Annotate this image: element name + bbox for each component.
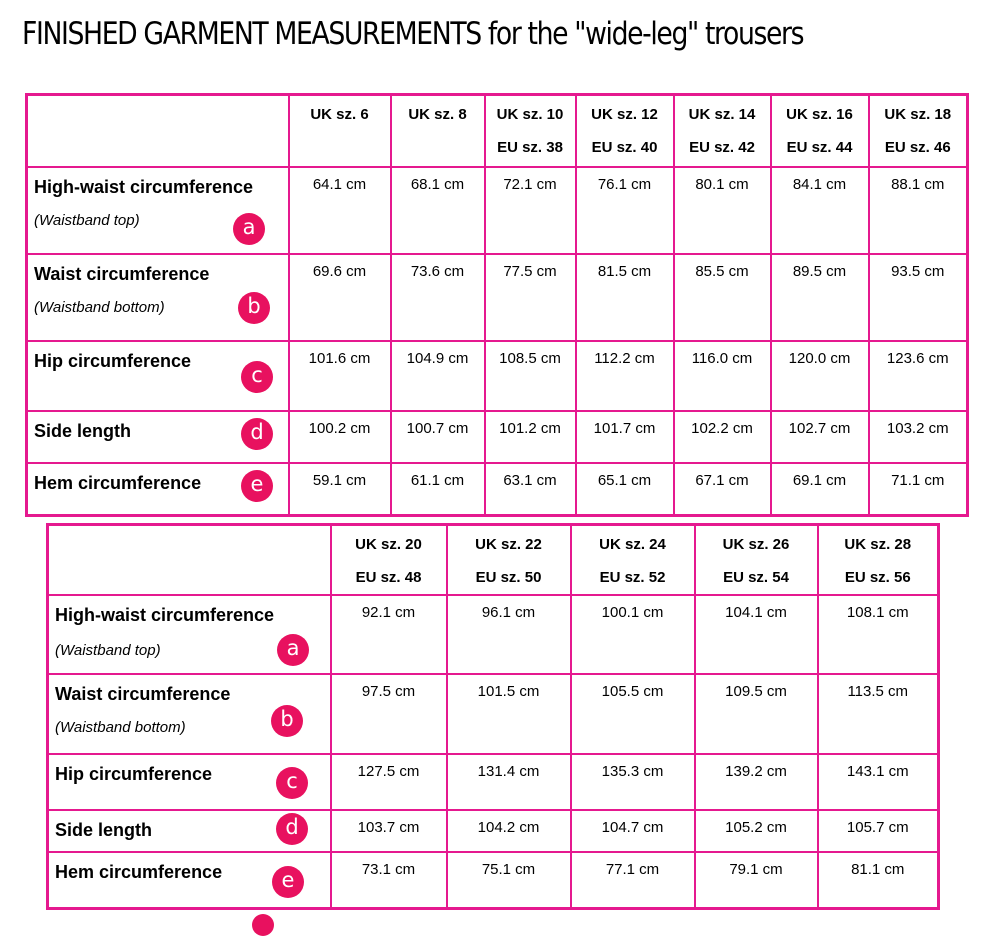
table-row bbox=[48, 852, 939, 909]
size-header: UK sz. 12 EU sz. 40 bbox=[576, 95, 674, 167]
table-row bbox=[48, 810, 939, 852]
value-cell: 112.2 cm bbox=[576, 341, 674, 411]
row-label-cell bbox=[48, 595, 331, 674]
value-cell: 97.5 cm bbox=[331, 674, 447, 754]
size-header: UK sz. 14 EU sz. 42 bbox=[674, 95, 771, 167]
value-cell: 85.5 cm bbox=[674, 254, 771, 341]
table-row bbox=[48, 754, 939, 810]
value-cell: 89.5 cm bbox=[771, 254, 869, 341]
value-cell: 131.4 cm bbox=[447, 754, 571, 810]
value-cell: 61.1 cm bbox=[391, 463, 485, 516]
table-row bbox=[48, 674, 939, 754]
letter-badge: b bbox=[238, 292, 270, 324]
value-cell: 65.1 cm bbox=[576, 463, 674, 516]
value-cell: 68.1 cm bbox=[391, 167, 485, 254]
row-label-cell bbox=[27, 341, 289, 411]
value-cell: 105.5 cm bbox=[571, 674, 695, 754]
value-cell: 100.7 cm bbox=[391, 411, 485, 463]
cutoff-badge bbox=[252, 914, 274, 936]
value-cell: 104.7 cm bbox=[571, 810, 695, 852]
value-cell: 69.6 cm bbox=[289, 254, 391, 341]
size-header: UK sz. 22 EU sz. 50 bbox=[447, 525, 571, 595]
letter-badge: b bbox=[271, 705, 303, 737]
table-row bbox=[27, 463, 968, 516]
row-label-cell bbox=[27, 167, 289, 254]
measurement-name: High-waist circumference bbox=[34, 176, 254, 197]
value-cell: 104.9 cm bbox=[391, 341, 485, 411]
value-cell: 105.7 cm bbox=[818, 810, 939, 852]
size-header: UK sz. 16 EU sz. 44 bbox=[771, 95, 869, 167]
value-cell: 64.1 cm bbox=[289, 167, 391, 254]
measurement-name: High-waist circumference bbox=[55, 604, 275, 625]
value-cell: 71.1 cm bbox=[869, 463, 968, 516]
value-cell: 101.7 cm bbox=[576, 411, 674, 463]
table-row bbox=[48, 595, 939, 674]
value-cell: 102.7 cm bbox=[771, 411, 869, 463]
value-cell: 59.1 cm bbox=[289, 463, 391, 516]
page-title: FINISHED GARMENT MEASUREMENTS for the "wide-leg" trousers bbox=[22, 16, 804, 52]
value-cell: 113.5 cm bbox=[818, 674, 939, 754]
size-header: UK sz. 20 EU sz. 48 bbox=[331, 525, 447, 595]
value-cell: 120.0 cm bbox=[771, 341, 869, 411]
value-cell: 108.1 cm bbox=[818, 595, 939, 674]
value-cell: 116.0 cm bbox=[674, 341, 771, 411]
value-cell: 100.1 cm bbox=[571, 595, 695, 674]
size-header: UK sz. 6 bbox=[289, 95, 391, 167]
value-cell: 73.6 cm bbox=[391, 254, 485, 341]
measurement-note: (Waistband bottom) bbox=[55, 718, 186, 736]
size-header: UK sz. 18 EU sz. 46 bbox=[869, 95, 968, 167]
letter-badge: c bbox=[241, 361, 273, 393]
row-label-cell bbox=[48, 810, 331, 852]
letter-badge: d bbox=[241, 418, 273, 450]
row-label-cell bbox=[27, 411, 289, 463]
measurement-note: (Waistband bottom) bbox=[34, 298, 165, 316]
value-cell: 139.2 cm bbox=[695, 754, 818, 810]
size-header: UK sz. 8 bbox=[391, 95, 485, 167]
measurement-name: Hem circumference bbox=[34, 472, 202, 493]
value-cell: 81.1 cm bbox=[818, 852, 939, 909]
measurement-name: Waist circumference bbox=[55, 683, 231, 704]
value-cell: 109.5 cm bbox=[695, 674, 818, 754]
table-row bbox=[27, 254, 968, 341]
value-cell: 104.2 cm bbox=[447, 810, 571, 852]
value-cell: 101.5 cm bbox=[447, 674, 571, 754]
value-cell: 75.1 cm bbox=[447, 852, 571, 909]
table-row bbox=[27, 167, 968, 254]
value-cell: 80.1 cm bbox=[674, 167, 771, 254]
value-cell: 108.5 cm bbox=[485, 341, 576, 411]
table-row bbox=[27, 411, 968, 463]
value-cell: 79.1 cm bbox=[695, 852, 818, 909]
measurement-name: Waist circumference bbox=[34, 263, 210, 284]
value-cell: 77.1 cm bbox=[571, 852, 695, 909]
value-cell: 103.2 cm bbox=[869, 411, 968, 463]
cutoff-text-fragment bbox=[218, 911, 244, 921]
measurement-name: Hip circumference bbox=[34, 350, 192, 371]
value-cell: 143.1 cm bbox=[818, 754, 939, 810]
value-cell: 104.1 cm bbox=[695, 595, 818, 674]
value-cell: 88.1 cm bbox=[869, 167, 968, 254]
letter-badge: a bbox=[233, 213, 265, 245]
row-label-cell bbox=[48, 674, 331, 754]
table-1-header-row bbox=[27, 95, 968, 167]
value-cell: 93.5 cm bbox=[869, 254, 968, 341]
value-cell: 100.2 cm bbox=[289, 411, 391, 463]
table-row bbox=[27, 341, 968, 411]
value-cell: 81.5 cm bbox=[576, 254, 674, 341]
value-cell: 123.6 cm bbox=[869, 341, 968, 411]
row-label-cell bbox=[27, 254, 289, 341]
value-cell: 101.6 cm bbox=[289, 341, 391, 411]
value-cell: 96.1 cm bbox=[447, 595, 571, 674]
measurement-name: Hem circumference bbox=[55, 861, 223, 882]
row-label-cell bbox=[27, 463, 289, 516]
value-cell: 102.2 cm bbox=[674, 411, 771, 463]
value-cell: 63.1 cm bbox=[485, 463, 576, 516]
letter-badge: e bbox=[241, 470, 273, 502]
row-label-cell bbox=[48, 852, 331, 909]
measurements-table-2 bbox=[46, 523, 940, 910]
value-cell: 76.1 cm bbox=[576, 167, 674, 254]
size-header: UK sz. 10 EU sz. 38 bbox=[485, 95, 576, 167]
letter-badge: c bbox=[276, 767, 308, 799]
measurements-table-1 bbox=[25, 93, 969, 517]
header-empty-cell bbox=[27, 95, 289, 167]
value-cell: 101.2 cm bbox=[485, 411, 576, 463]
measurement-note: (Waistband top) bbox=[55, 641, 161, 659]
value-cell: 67.1 cm bbox=[674, 463, 771, 516]
row-label-cell bbox=[48, 754, 331, 810]
table-2-header-row bbox=[48, 525, 939, 595]
value-cell: 77.5 cm bbox=[485, 254, 576, 341]
value-cell: 103.7 cm bbox=[331, 810, 447, 852]
letter-badge: e bbox=[272, 866, 304, 898]
measurement-name: Side length bbox=[34, 420, 132, 441]
letter-badge: d bbox=[276, 813, 308, 845]
value-cell: 72.1 cm bbox=[485, 167, 576, 254]
size-header: UK sz. 28 EU sz. 56 bbox=[818, 525, 939, 595]
size-header: UK sz. 26 EU sz. 54 bbox=[695, 525, 818, 595]
letter-badge: a bbox=[277, 634, 309, 666]
measurement-name: Hip circumference bbox=[55, 763, 213, 784]
value-cell: 92.1 cm bbox=[331, 595, 447, 674]
value-cell: 105.2 cm bbox=[695, 810, 818, 852]
value-cell: 135.3 cm bbox=[571, 754, 695, 810]
value-cell: 69.1 cm bbox=[771, 463, 869, 516]
size-header: UK sz. 24 EU sz. 52 bbox=[571, 525, 695, 595]
measurement-note: (Waistband top) bbox=[34, 211, 140, 229]
value-cell: 73.1 cm bbox=[331, 852, 447, 909]
header-empty-cell bbox=[48, 525, 331, 595]
measurement-name: Side length bbox=[55, 819, 153, 840]
value-cell: 127.5 cm bbox=[331, 754, 447, 810]
value-cell: 84.1 cm bbox=[771, 167, 869, 254]
